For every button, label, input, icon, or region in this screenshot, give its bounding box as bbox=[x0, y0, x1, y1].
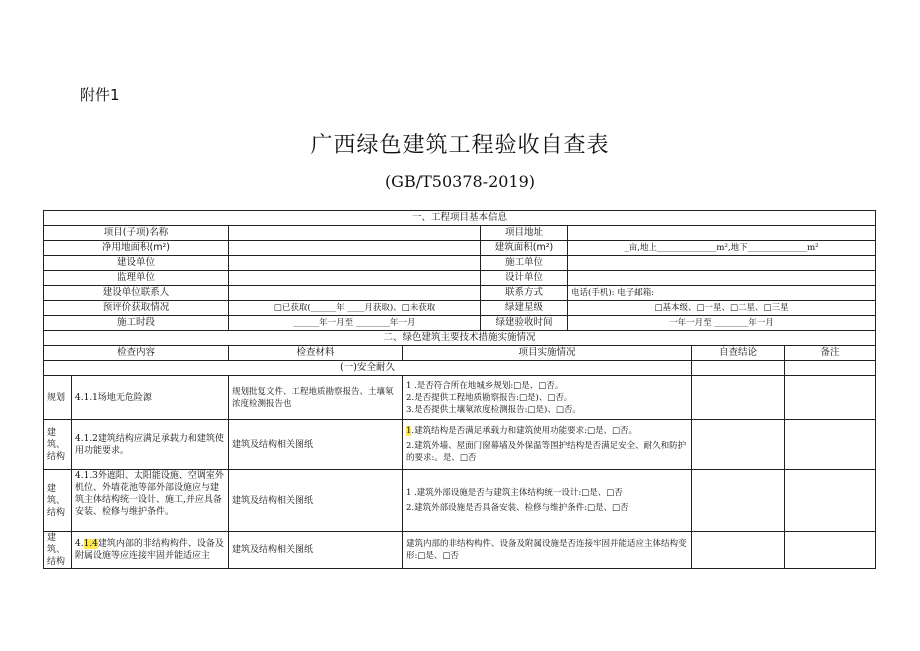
impl-line: 1.建筑结构是否满足承载力和建筑使用功能要求:□是、□否。 bbox=[406, 426, 638, 436]
note-cell[interactable] bbox=[785, 376, 876, 420]
info-value[interactable]: ______年一月至 ________年一月 bbox=[229, 316, 481, 331]
impl-line: 3.是否提供土壤氡浓度检测报告:□是)、□否。 bbox=[406, 404, 581, 415]
info-value[interactable] bbox=[229, 271, 481, 286]
col-header-result: 自查结论 bbox=[692, 346, 785, 361]
info-label: 监理单位 bbox=[44, 271, 229, 286]
info-label: 绿建验收时间 bbox=[481, 316, 568, 331]
impl-cell[interactable] bbox=[403, 470, 692, 532]
subsection-row bbox=[44, 361, 876, 376]
table-row bbox=[44, 376, 876, 420]
note-cell[interactable] bbox=[785, 470, 876, 532]
highlight-mark: 1 bbox=[406, 426, 412, 436]
impl-line: 2.建筑外墙、屋面门窗幕墙及外保温等围护结构是否满足安全、耐久和防护的要求:。是、□否 bbox=[406, 441, 687, 463]
table-row bbox=[44, 532, 876, 569]
standard-code: (GB/T50378-2019) bbox=[384, 172, 536, 191]
impl-line: 1 .是否符合所在地城乡规划:□是、□否。 bbox=[406, 380, 564, 391]
category-cell: 建筑、结构 bbox=[44, 470, 72, 532]
col-header-material: 检查材料 bbox=[229, 346, 403, 361]
info-value[interactable]: _亩,地上______________m²,地下______________m² bbox=[568, 241, 876, 256]
section-title-row bbox=[44, 331, 876, 346]
info-label: 预评价获取情况 bbox=[44, 301, 229, 316]
col-header-content: 检查内容 bbox=[44, 346, 229, 361]
highlight-mark: 1.4 bbox=[83, 539, 98, 549]
impl-cell[interactable] bbox=[403, 376, 692, 420]
category-cell: 建筑、结构 bbox=[44, 420, 72, 470]
info-row bbox=[44, 271, 876, 286]
impl-cell[interactable] bbox=[403, 532, 692, 569]
empty-cell bbox=[785, 361, 876, 376]
impl-line: 2.建筑外部设施是否具备安装、检修与维护条件:□是、□否 bbox=[406, 503, 629, 513]
item-cell: 4.1.2建筑结构应满足承载力和建筑使用功能要求。 bbox=[72, 420, 229, 470]
info-value[interactable] bbox=[229, 226, 481, 241]
info-row bbox=[44, 286, 876, 301]
impl-line: 2.是否提供工程地质勘察报告:□是)、□否。 bbox=[406, 392, 573, 403]
subsection-title: (一)安全耐久 bbox=[44, 361, 692, 376]
result-cell[interactable] bbox=[692, 532, 785, 569]
category-cell: 建筑、结构 bbox=[44, 532, 72, 569]
info-value[interactable] bbox=[568, 271, 876, 286]
result-cell[interactable] bbox=[692, 376, 785, 420]
note-cell[interactable] bbox=[785, 532, 876, 569]
info-label: 施工时段 bbox=[44, 316, 229, 331]
info-label: 建设单位 bbox=[44, 256, 229, 271]
impl-cell[interactable] bbox=[403, 420, 692, 470]
category-cell: 规划 bbox=[44, 376, 72, 420]
info-value[interactable] bbox=[229, 241, 481, 256]
material-cell: 建筑及结构相关图纸 bbox=[229, 532, 403, 569]
info-row bbox=[44, 241, 876, 256]
info-label: 建筑面积(m²) bbox=[481, 241, 568, 256]
inspection-table bbox=[43, 210, 876, 569]
info-value[interactable] bbox=[229, 256, 481, 271]
column-header-row bbox=[44, 346, 876, 361]
info-value[interactable] bbox=[568, 226, 876, 241]
material-cell: 规划批复文件、工程地质勘察报告、土壤氡浓度检测报告也 bbox=[229, 376, 403, 420]
info-value[interactable]: □基本级、□一星、□二星、□三星 bbox=[568, 301, 876, 316]
impl-line: 建筑内部的非结构构件、设备及附属设施是否连接牢固并能适应主体结构变形:□是、□否 bbox=[406, 539, 687, 561]
item-cell: 4.1.4建筑内部的非结构构件、设备及附属设施等应连接牢固并能适应主 bbox=[72, 532, 229, 569]
info-value[interactable] bbox=[229, 286, 481, 301]
document-title: 广西绿色建筑工程验收自查表 bbox=[310, 133, 610, 158]
section1-title: 一、工程项目基本信息 bbox=[44, 211, 876, 226]
result-cell[interactable] bbox=[692, 470, 785, 532]
info-label: 建设单位联系人 bbox=[44, 286, 229, 301]
info-label: 施工单位 bbox=[481, 256, 568, 271]
section-title-row bbox=[44, 211, 876, 226]
info-row bbox=[44, 256, 876, 271]
impl-line: 1 .建筑外部设施是否与建筑主体结构统一设计:□是、□否 bbox=[406, 488, 623, 498]
result-cell[interactable] bbox=[692, 420, 785, 470]
info-label: 设计单位 bbox=[481, 271, 568, 286]
material-cell: 建筑及结构相关图纸 bbox=[229, 470, 403, 532]
item-cell: 4.1.3外遮阳、太阳能设施、空调室外机位、外墙花池等部外部设施应与建筑主体结构统一设计、施工,并应具备安装、检修与维护条件。 bbox=[72, 470, 229, 532]
section2-title: 二、绿色建筑主要技术措施实施情况 bbox=[44, 331, 876, 346]
info-value[interactable] bbox=[568, 256, 876, 271]
attachment-label: 附件1 bbox=[80, 86, 120, 104]
info-label: 净用地面积(m²) bbox=[44, 241, 229, 256]
info-label: 绿建星级 bbox=[481, 301, 568, 316]
col-header-note: 备注 bbox=[785, 346, 876, 361]
material-cell: 建筑及结构相关图纸 bbox=[229, 420, 403, 470]
info-row bbox=[44, 301, 876, 316]
info-row bbox=[44, 226, 876, 241]
col-header-impl: 项目实施情况 bbox=[403, 346, 692, 361]
note-cell[interactable] bbox=[785, 420, 876, 470]
info-row bbox=[44, 316, 876, 331]
table-row bbox=[44, 420, 876, 470]
info-label: 项目(子项)名称 bbox=[44, 226, 229, 241]
empty-cell bbox=[692, 361, 785, 376]
item-cell: 4.1.1场地无危险源 bbox=[72, 376, 229, 420]
info-label: 联系方式 bbox=[481, 286, 568, 301]
table-row bbox=[44, 470, 876, 532]
info-value[interactable]: 一年一月至 ________年一月 bbox=[568, 316, 876, 331]
info-label: 项目地址 bbox=[481, 226, 568, 241]
info-value[interactable]: 电话(手机): 电子邮箱: bbox=[568, 286, 876, 301]
info-value[interactable]: □已获取(______年 ____月获取)、□未获取 bbox=[229, 301, 481, 316]
